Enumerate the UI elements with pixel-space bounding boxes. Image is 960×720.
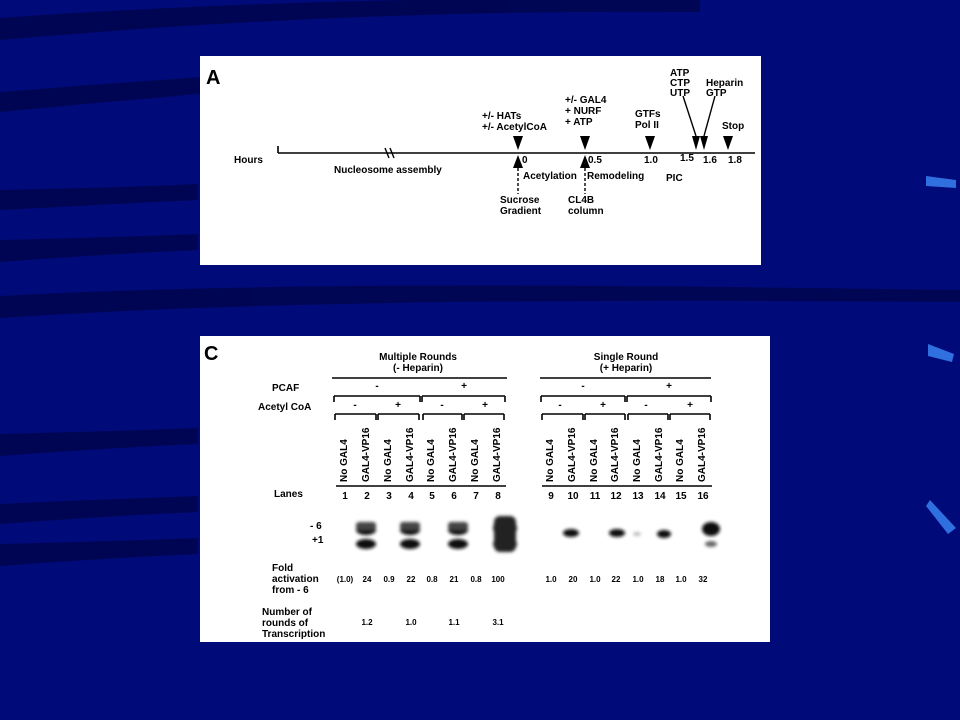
acetyl-sign: +	[395, 400, 401, 411]
acetyl-sign: +	[482, 400, 488, 411]
acetyl-sign: -	[644, 400, 648, 411]
lane-name: GAL4-VP16	[492, 427, 503, 482]
lane-number: 14	[654, 491, 666, 502]
lane-number: 1	[342, 491, 348, 502]
fold-value: 22	[611, 575, 621, 584]
tick-label: 1.0	[644, 155, 658, 166]
single-round-title-1: Single Round	[593, 352, 659, 363]
acetylation-label: Acetylation	[523, 171, 577, 182]
lane-name: GAL4-VP16	[448, 427, 459, 482]
tick-label: 0	[522, 155, 528, 166]
fold-value: (1.0)	[336, 575, 354, 584]
fold-value: 1.0	[545, 575, 557, 584]
rounds-label-1: Number of	[262, 607, 312, 618]
rounds-value: 3.1	[492, 618, 504, 627]
lane-number: 7	[473, 491, 479, 502]
tick-label: 0.5	[588, 155, 602, 166]
rounds-label-3: Transcription	[262, 629, 326, 640]
acetyl-sign: -	[558, 400, 562, 411]
lane-name: No GAL4	[339, 439, 350, 482]
gal4-label-1: +/- GAL4	[565, 95, 607, 106]
gel-bands	[356, 516, 720, 552]
rounds-value: 1.2	[361, 618, 373, 627]
hats-label-2: +/- AcetylCoA	[482, 122, 547, 133]
acetyl-sign: +	[687, 400, 693, 411]
lane-number: 10	[567, 491, 579, 502]
pcaf-sign: +	[461, 381, 467, 392]
fold-value: 1.0	[589, 575, 601, 584]
fold-value: 1.0	[632, 575, 644, 584]
fold-value: 0.8	[470, 575, 482, 584]
lane-number: 5	[429, 491, 435, 502]
fold-value: 21	[449, 575, 459, 584]
fold-value: 32	[698, 575, 708, 584]
lane-name: No GAL4	[675, 439, 686, 482]
tick-label: 1.6	[703, 155, 717, 166]
acetyl-sign: +	[600, 400, 606, 411]
acetyl-coa-label: Acetyl CoA	[258, 402, 312, 413]
band-minus6-label: - 6	[310, 521, 322, 532]
fold-value: 1.0	[675, 575, 687, 584]
ntp-label-3: UTP	[670, 88, 690, 99]
fold-value: 22	[406, 575, 416, 584]
lane-name: No GAL4	[545, 439, 556, 482]
panel-letter: A	[206, 67, 221, 89]
ntp-label-1: ATP	[670, 68, 690, 79]
sucrose-label-2: Gradient	[500, 206, 542, 217]
lane-name: GAL4-VP16	[697, 427, 708, 482]
ntp-label-2: CTP	[670, 78, 690, 89]
fold-value: 0.8	[426, 575, 438, 584]
lane-name: GAL4-VP16	[361, 427, 372, 482]
pcaf-sign: -	[375, 381, 379, 392]
rounds-value: 1.1	[448, 618, 460, 627]
lane-number: 12	[610, 491, 622, 502]
fold-value: 0.9	[383, 575, 395, 584]
fold-label-1: Fold	[272, 563, 294, 574]
lane-name: GAL4-VP16	[610, 427, 621, 482]
lane-name: No GAL4	[589, 439, 600, 482]
panel-letter: C	[204, 343, 219, 365]
lane-name: No GAL4	[383, 439, 394, 482]
pcaf-sign: -	[581, 381, 585, 392]
gtfs-label-1: GTFs	[635, 109, 661, 120]
lane-name: GAL4-VP16	[405, 427, 416, 482]
rounds-value: 1.0	[405, 618, 417, 627]
gal4-label-2: + NURF	[565, 106, 602, 117]
lane-name: GAL4-VP16	[654, 427, 665, 482]
lane-name: GAL4-VP16	[567, 427, 578, 482]
lane-number: 3	[386, 491, 392, 502]
lane-name: No GAL4	[632, 439, 643, 482]
multiple-rounds-title-1: Multiple Rounds	[379, 352, 457, 363]
acetyl-sign: -	[440, 400, 444, 411]
lane-number: 15	[675, 491, 687, 502]
multiple-rounds-title-2: (- Heparin)	[393, 363, 443, 374]
fold-value: 100	[491, 575, 505, 584]
sucrose-label-1: Sucrose	[500, 195, 540, 206]
tick-label: 1.8	[728, 155, 742, 166]
figure-panel-c	[200, 336, 770, 642]
tick-label: 1.5	[680, 153, 694, 164]
acetyl-sign: -	[353, 400, 357, 411]
heparin-label-1: Heparin	[706, 78, 744, 89]
hats-label-1: +/- HATs	[482, 111, 522, 122]
fold-label-3: from - 6	[272, 585, 309, 596]
lane-name: No GAL4	[426, 439, 437, 482]
lane-number: 8	[495, 491, 501, 502]
lane-number: 11	[589, 491, 601, 502]
cl4b-label-1: CL4B	[568, 195, 595, 206]
lane-number: 4	[408, 491, 414, 502]
gal4-label-3: + ATP	[565, 117, 593, 128]
lane-number: 9	[548, 491, 554, 502]
stop-label: Stop	[722, 121, 745, 132]
pcaf-sign: +	[666, 381, 672, 392]
hours-label: Hours	[234, 155, 263, 166]
gtfs-label-2: Pol II	[635, 120, 659, 131]
lane-number: 13	[632, 491, 644, 502]
lane-number: 16	[697, 491, 709, 502]
lanes-label: Lanes	[274, 489, 303, 500]
lane-number: 6	[451, 491, 457, 502]
fold-value: 20	[568, 575, 578, 584]
nucleosome-assembly-label: Nucleosome assembly	[334, 165, 442, 176]
lane-name: No GAL4	[470, 439, 481, 482]
fold-label-2: activation	[272, 574, 319, 585]
rounds-label-2: rounds of	[262, 618, 309, 629]
fold-value: 24	[362, 575, 372, 584]
pic-label: PIC	[666, 173, 683, 184]
band-plus1-label: +1	[312, 535, 324, 546]
cl4b-label-2: column	[568, 206, 604, 217]
single-round-title-2: (+ Heparin)	[599, 363, 653, 374]
remodeling-label: Remodeling	[587, 171, 645, 182]
fold-value: 18	[655, 575, 665, 584]
figure-panel-a	[200, 56, 761, 265]
heparin-label-2: GTP	[706, 88, 727, 99]
lane-number: 2	[364, 491, 370, 502]
pcaf-label: PCAF	[272, 383, 300, 394]
